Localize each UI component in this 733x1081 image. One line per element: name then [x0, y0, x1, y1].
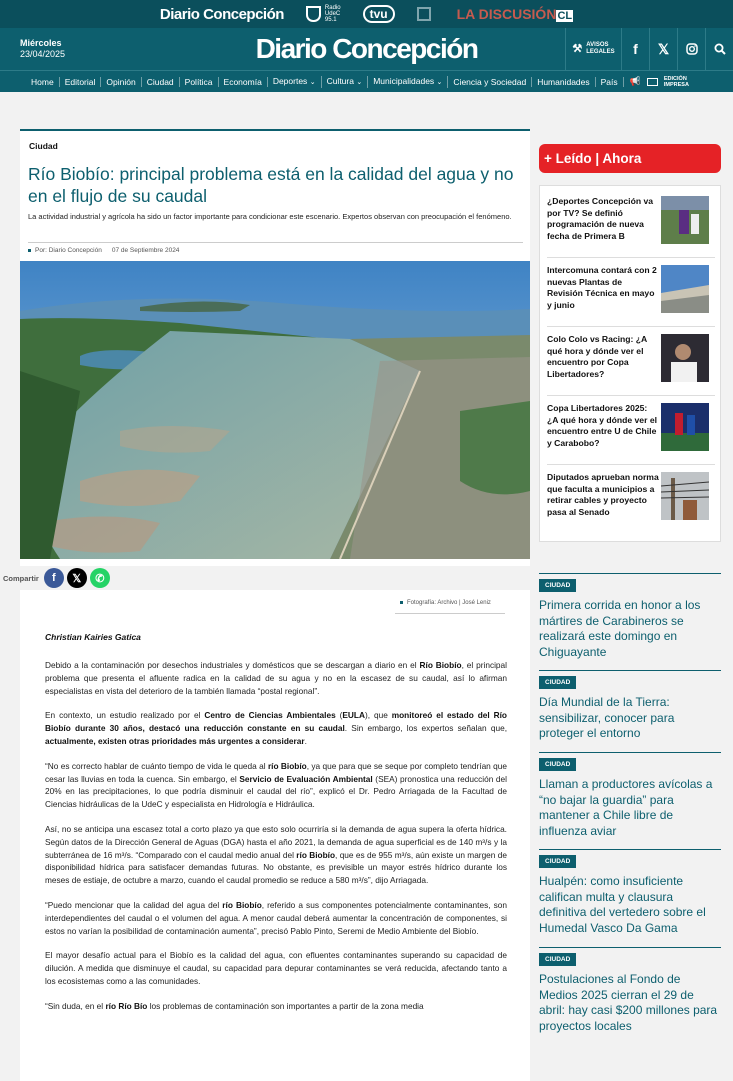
- network-radio-udec-link[interactable]: Radio UdeC 95.1: [306, 5, 341, 23]
- share-x-icon[interactable]: 𝕏: [67, 568, 87, 588]
- newspaper-icon[interactable]: [647, 78, 658, 86]
- article-section[interactable]: Ciudad: [29, 141, 58, 151]
- nav-home[interactable]: Home: [26, 77, 60, 87]
- article-lead: La actividad industrial y agrícola ha sido un factor importante para condicionar este escenario. Expertos observan con preocupación el fenómeno.: [28, 212, 512, 221]
- sidebar-news-item[interactable]: [539, 947, 721, 1034]
- leido-thumbnail[interactable]: [661, 472, 709, 520]
- sidebar-news-title[interactable]: Llaman a productores avícolas a “no bajar la guardia” para mantener a Chile libre de influenza aviar: [539, 777, 713, 838]
- network-partner-link[interactable]: [417, 7, 435, 21]
- category-badge[interactable]: CIUDAD: [539, 953, 576, 966]
- network-la-discusion-link[interactable]: LA DISCUSIÓNCL: [456, 6, 573, 22]
- nav-ciudad[interactable]: Ciudad: [142, 77, 180, 87]
- chevron-down-icon: ⌄: [436, 78, 443, 86]
- edicion-impresa-link[interactable]: EDICIÓN IMPRESA: [663, 75, 689, 88]
- article-author: Christian Kairies Gatica: [45, 632, 141, 642]
- article-paragraph: “No es correcto hablar de cuánto tiempo de vida le queda al río Biobío, ya que para que se seque por completo tendrían que cesar las lluvias en toda la cuenca. Sin embargo, el Servicio de Evaluación Ambiental (SEA) pronostica una reducción del 20% en las precipitaciones, lo que podría disminuir el caudal del río”, explicó el Dr. Pedro Arriagada de la Facultad de Ciencias hidráulicas de la UdeC y especialista en Hidrología e Hidráulica.: [45, 760, 507, 810]
- megaphone-icon[interactable]: 📢: [629, 76, 641, 86]
- category-badge[interactable]: CIUDAD: [539, 579, 576, 592]
- leido-thumbnail[interactable]: [661, 196, 709, 244]
- network-bar: [0, 0, 733, 28]
- leido-ahora-header: + Leído | Ahora: [539, 144, 721, 173]
- header-date: Miércoles 23/04/2025: [20, 38, 66, 59]
- article-paragraph: Así, no se anticipa una escasez total a corto plazo ya que esto solo ocurriría si la demanda de agua supera la oferta hídrica. Según datos de la Dirección General de Aguas (DGA) hasta el año 2021, la demanda de agua superficial es de 140 m³/s y la subterránea de 16 m³/s. “Comparado con el caudal medio anual del río Biobío, que es de 955 m³/s, aún existe un margen de disponibilidad hídrica para satisfacer demandas futuras. No obstante, es previsible un mayor estrés hídrico durante los meses de estiaje, de octubre a marzo, cuando el caudal promedio se reduce a 580 m³/s”, dijo Arriagada.: [45, 823, 507, 886]
- x-icon[interactable]: 𝕏: [649, 28, 677, 70]
- chevron-down-icon: ⌄: [356, 78, 363, 86]
- nav-economia[interactable]: Economía: [219, 77, 268, 87]
- main-nav: [0, 70, 733, 92]
- leido-ahora-list: ¿Deportes Concepción va por TV? Se definió programación de nueva fecha de Primera B Intercomuna contará con 2 nuevas Plantas de Revisión Técnica en mayo y junio Colo Colo vs Racing: ¿A qué hora y dónde ver el encuentro por Copa Libertadores? Copa Libertadores 2025: ¿A qué hora y dónde ver el encuentro entre U de Chile y Carabobo? Diputados aprueban norma que faculta a municipios a retirar cables y proyecto pasa al Senado: [539, 185, 721, 542]
- nav-editorial[interactable]: Editorial: [60, 77, 102, 87]
- category-badge[interactable]: CIUDAD: [539, 676, 576, 689]
- network-diario-concepcion-link[interactable]: Diario Concepción: [159, 5, 284, 23]
- article-byline: Por: Diario Concepción 07 de Septiembre 2024: [28, 242, 523, 254]
- nav-politica[interactable]: Política: [180, 77, 219, 87]
- share-bar: [0, 566, 530, 590]
- sidebar-news-title[interactable]: Primera corrida en honor a los mártires de Carabineros se realizará este domingo en Chiguayante: [539, 598, 701, 659]
- nav-ciencia-sociedad[interactable]: Ciencia y Sociedad: [448, 77, 532, 87]
- article-paragraph: “Sin duda, en el río Río Bío los problemas de contaminación son importantes a partir de la zona media: [45, 1000, 424, 1011]
- article-paragraph: En contexto, un estudio realizado por el Centro de Ciencias Ambientales (EULA), que monitoreó el estado del Río Biobío durante 30 años, destacó una reducción constante en su caudal. Sin embargo, los expertos señalan que, actualmente, existen otras prioridades más urgentes a considerar.: [45, 710, 507, 746]
- sidebar-news-item[interactable]: [539, 752, 721, 839]
- sidebar-news-item[interactable]: [539, 849, 721, 936]
- leido-thumbnail[interactable]: [661, 334, 709, 382]
- nav-deportes[interactable]: Deportes ⌄: [268, 76, 322, 88]
- site-logo[interactable]: Diario Concepción: [255, 33, 478, 64]
- site-header: [0, 28, 733, 70]
- sidebar-news-title[interactable]: Día Mundial de la Tierra: sensibilizar, conocer para proteger el entorno: [539, 695, 675, 740]
- category-badge[interactable]: CIUDAD: [539, 758, 576, 771]
- avisos-legales-button[interactable]: ⚒ AVISOS LEGALES: [565, 28, 621, 70]
- nav-opinion[interactable]: Opinión: [101, 77, 141, 87]
- share-label: Compartir: [3, 573, 39, 583]
- share-whatsapp-icon[interactable]: ✆: [90, 568, 110, 588]
- share-facebook-icon[interactable]: f: [44, 568, 64, 588]
- nav-pais[interactable]: País: [596, 77, 624, 87]
- article-paragraph: “Puedo mencionar que la calidad del agua del río Biobío, referido a sus componentes potencialmente contaminantes, son interdependientes del caudal o el volumen del agua. A menor caudal deberá aumentar la concentración de componentes, si estos no varían la posibilidad de contaminación aumenta”, precisó Pablo Pinto, Seremi de Medio Ambiente del Biobío.: [45, 899, 507, 936]
- network-tvu-link[interactable]: tvu: [363, 5, 395, 23]
- article-title: Río Biobío: principal problema está en la calidad del agua y no en el flujo de su caudal: [28, 164, 514, 206]
- nav-humanidades[interactable]: Humanidades: [532, 77, 595, 87]
- facebook-icon[interactable]: f: [621, 28, 649, 70]
- leido-thumbnail[interactable]: [661, 403, 709, 451]
- photo-credit: Fotografía: Archivo | José Leniz: [400, 600, 491, 606]
- sidebar-news-item[interactable]: [539, 573, 721, 660]
- sidebar-news-title[interactable]: Postulaciones al Fondo de Medios 2025 cierran el 29 de abril: hay casi $200 millones para proyectos locales: [539, 972, 718, 1033]
- instagram-icon[interactable]: [677, 28, 705, 70]
- leido-thumbnail[interactable]: [661, 265, 709, 313]
- article-paragraph: El mayor desafío actual para el Biobío es la calidad del agua, con efluentes contaminantes superando su capacidad de dilución. A medida que disminuye el caudal, su capacidad para depurar contaminantes se verá reducida, afectando tanto a los ecosistemas como a las comunidades.: [45, 950, 507, 986]
- sidebar-news-item[interactable]: [539, 670, 721, 742]
- udec-logo-icon: [306, 6, 321, 22]
- article: [3, 129, 530, 1081]
- sidebar-news-title[interactable]: Hualpén: como insuficiente califican multa y clausura definitiva del vertedero sobre el Humedal Vasco Da Gama: [539, 874, 706, 935]
- nav-cultura[interactable]: Cultura ⌄: [322, 76, 369, 88]
- partner-logo-icon: [417, 7, 431, 21]
- article-paragraph: Debido a la contaminación por desechos industriales y domésticos que se descargan a diario en el Río Biobío, el principal problema que presenta el afluente radica en la calidad de su agua y no en la escasez de su caudal, así lo afirman especialistas en vista del deterioro de la también llamada “postal regional”.: [45, 660, 508, 696]
- article-photo: [20, 261, 530, 559]
- nav-municipalidades[interactable]: Municipalidades ⌄: [368, 76, 448, 88]
- category-badge[interactable]: CIUDAD: [539, 855, 576, 868]
- article-body: [45, 659, 507, 1025]
- gavel-icon: ⚒: [572, 42, 583, 55]
- chevron-down-icon: ⌄: [309, 78, 316, 86]
- search-icon[interactable]: [705, 28, 733, 70]
